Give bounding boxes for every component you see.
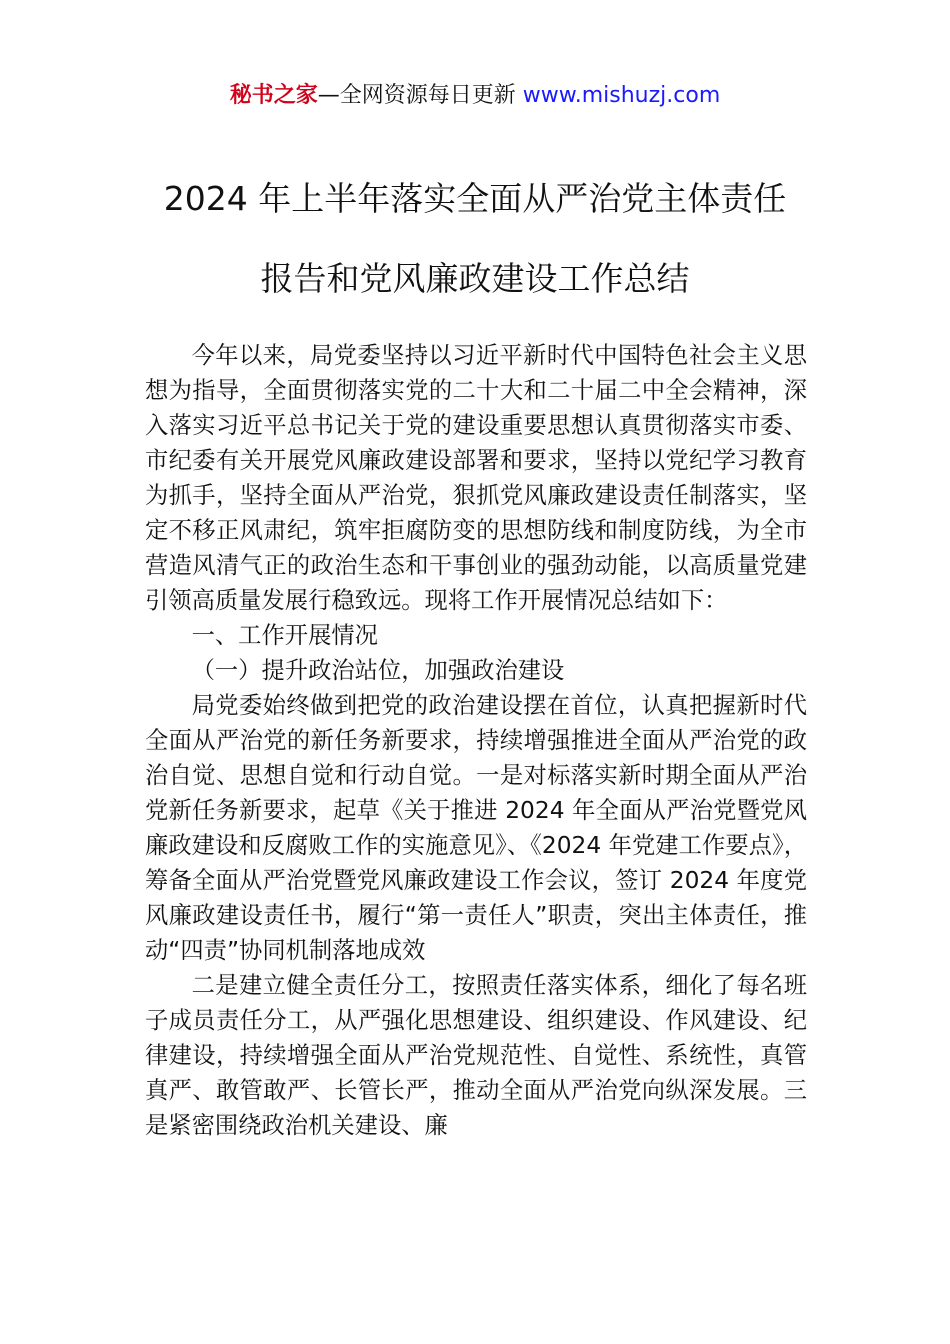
- title-line-2: 报告和党风廉政建设工作总结: [260, 259, 690, 298]
- body-paragraph: 局党委始终做到把党的政治建设摆在首位，认真把握新时代全面从严治党的新任务新要求，持续增强推进全面从严治党的政治自觉、思想自觉和行动自觉。一是对标落实新时期全面从严治党新任务新要求，起草《关于推进 2024 年全面从严治党暨党风廉政建设和反腐败工作的实施意见》、《2024 年党建工作要点》，筹备全面从严治党暨党风廉政建设工作会议，签订 2024 年度党风廉政建设责任书，履行“第一责任人”职责，突出主体责任，推动“四责”协同机制落地成效: [145, 692, 807, 964]
- brand-name: 秘书之家: [229, 83, 318, 108]
- document-title: [0, 176, 950, 336]
- body-paragraph: 二是建立健全责任分工，按照责任落实体系，细化了每名班子成员责任分工，从严强化思想建设、组织建设、作风建设、纪律建设，持续增强全面从严治党规范性、自觉性、系统性，真管真严、敢管敢严、长管长严，推动全面从严治党向纵深发展。三是紧密围绕政治机关建设、廉: [145, 972, 807, 1139]
- subsection-heading: （一）提升政治站位，加强政治建设: [191, 657, 565, 684]
- document-body: [145, 338, 807, 1143]
- site-url-link[interactable]: www.mishuzj.com: [522, 83, 721, 108]
- title-line-1: 2024 年上半年落实全面从严治党主体责任: [163, 179, 787, 218]
- site-header: [0, 80, 950, 112]
- header-tagline: —全网资源每日更新: [317, 83, 523, 108]
- section-heading: 一、工作开展情况: [191, 622, 378, 649]
- intro-paragraph: 今年以来，局党委坚持以习近平新时代中国特色社会主义思想为指导，全面贯彻落实党的二十大和二十届二中全会精神，深入落实习近平总书记关于党的建设重要思想认真贯彻落实市委、市纪委有关开展党风廉政建设部署和要求，坚持以党纪学习教育为抓手，坚持全面从严治党，狠抓党风廉政建设责任制落实，坚定不移正风肃纪，筑牢拒腐防变的思想防线和制度防线，为全市营造风清气正的政治生态和干事创业的强劲动能，以高质量党建引领高质量发展行稳致远。现将工作开展情况总结如下：: [145, 342, 807, 614]
